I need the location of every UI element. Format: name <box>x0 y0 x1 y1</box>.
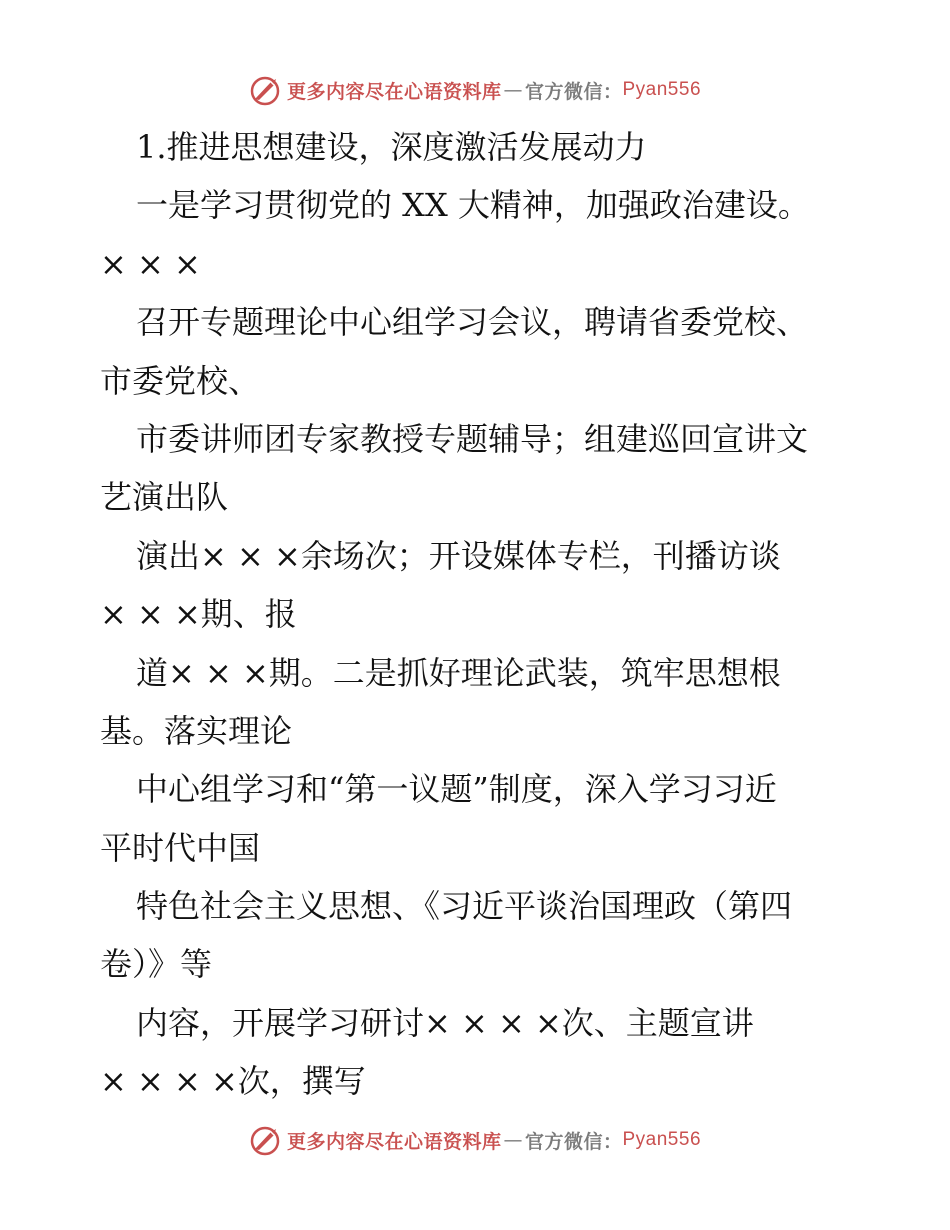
text-line: 市委讲师团专家教授专题辅导；组建巡回宣讲文 <box>136 419 809 458</box>
watermark-brand: 更多内容尽在心语资料库 <box>286 80 502 103</box>
text-line: 演出× × ×余场次；开设媒体专栏，刊播访谈 <box>136 536 781 575</box>
watermark-dash: — <box>503 79 523 101</box>
text-line: 道× × ×期。二是抓好理论武装，筑牢思想根 <box>136 653 781 692</box>
text-line: 召开专题理论中心组学习会议，聘请省委党校、 <box>136 303 809 342</box>
text-line: 基。落实理论 <box>100 711 293 750</box>
text-line: 特色社会主义思想、《习近平谈治国理政（第四 <box>136 887 793 926</box>
quill-pen-circle-icon <box>249 73 283 107</box>
watermark-dash: — <box>503 1129 523 1151</box>
watermark-wechat-id: Pyan556 <box>622 1129 702 1150</box>
text-line: × × × <box>100 244 201 283</box>
text-line: 市委党校、 <box>100 361 261 400</box>
text-line: 卷）》等 <box>100 945 213 984</box>
footer-watermark <box>0 1120 950 1160</box>
text-line: × × ×期、报 <box>100 595 297 634</box>
text-line: 平时代中国 <box>100 828 261 867</box>
watermark-label: 官方微信： <box>524 80 623 103</box>
watermark-wechat-id: Pyan556 <box>622 79 702 100</box>
watermark-brand: 更多内容尽在心语资料库 <box>286 1130 502 1153</box>
header-watermark <box>0 70 950 110</box>
text-line: × × × ×次，撰写 <box>100 1062 366 1101</box>
text-line: 1.推进思想建设，深度激活发展动力 <box>136 128 647 166</box>
text-line: 中心组学习和“第一议题”制度，深入学习习近 <box>136 770 777 809</box>
text-line: 艺演出队 <box>100 478 229 517</box>
quill-pen-circle-icon <box>249 1123 283 1157</box>
text-line: 一是学习贯彻党的 XX 大精神，加强政治建设。 <box>136 186 810 225</box>
text-line: 内容，开展学习研讨× × × ×次、主题宣讲 <box>136 1003 754 1042</box>
watermark-label: 官方微信： <box>524 1130 623 1153</box>
document-body <box>100 118 860 1111</box>
